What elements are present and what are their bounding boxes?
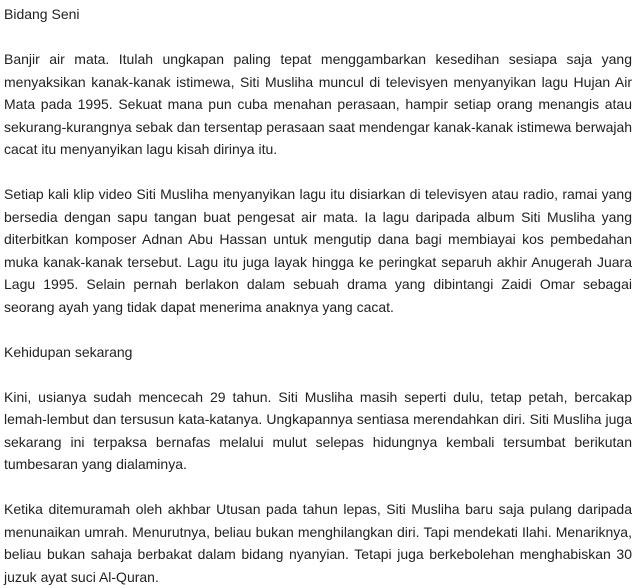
paragraph-line: Lagu 1995. Selain pernah berlakon dalam sebuah drama yang dibintangi Zaidi Omar sebagai xyxy=(4,273,632,296)
paragraph-1 xyxy=(4,48,632,161)
section-heading-kehidupan-sekarang: Kehidupan sekarang xyxy=(4,341,632,364)
paragraph-line: bersedia dengan sapu tangan buat pengesat air mata. Ia lagu daripada album Siti Musliha yang xyxy=(4,206,632,229)
paragraph-line: Setiap kali klip video Siti Musliha menyanyikan lagu itu disiarkan di televisyen atau radio, ramai yang xyxy=(4,183,632,206)
paragraph-line: menyaksikan kanak-kanak istimewa, Siti Musliha muncul di televisyen menyanyikan lagu Hujan Air xyxy=(4,71,632,94)
paragraph-line: cacat itu menyanyikan lagu kisah dirinya itu. xyxy=(4,138,632,161)
paragraph-line: Ketika ditemuramah oleh akhbar Utusan pada tahun lepas, Siti Musliha baru saja pulang daripada xyxy=(4,498,632,521)
section-heading-bidang-seni: Bidang Seni xyxy=(4,3,632,26)
paragraph-line: Kini, usianya sudah mencecah 29 tahun. Siti Musliha masih seperti dulu, tetap petah, bercakap xyxy=(4,386,632,409)
paragraph-gap xyxy=(4,476,632,499)
paragraph-line: lemah-lembut dan tersusun kata-katanya. Ungkapannya sentiasa merendahkan diri. Siti Musliha juga xyxy=(4,408,632,431)
article xyxy=(4,0,632,588)
paragraph-line: diterbitkan komposer Adnan Abu Hassan untuk mengutip dana bagi membiayai kos pembedahan xyxy=(4,228,632,251)
paragraph-gap xyxy=(4,363,632,386)
paragraph-line: beliau bukan sahaja berbakat dalam bidang nyanyian. Tetapi juga berkebolehan menghabiskan 30 xyxy=(4,543,632,566)
paragraph-line: sekurang-kurangnya sebak dan tersentap perasaan saat mendengar kanak-kanak istimewa berwajah xyxy=(4,116,632,139)
paragraph-line: juzuk ayat suci Al-Quran. xyxy=(4,566,632,588)
paragraph-gap xyxy=(4,318,632,341)
paragraph-4 xyxy=(4,498,632,588)
paragraph-line: Banjir air mata. Itulah ungkapan paling tepat menggambarkan kesedihan sesiapa saja yang xyxy=(4,48,632,71)
paragraph-line: menunaikan umrah. Menurutnya, beliau bukan menghilangkan diri. Tapi mendekati Ilahi. Menariknya, xyxy=(4,521,632,544)
paragraph-line: sekarang ini terpaksa bernafas melalui mulut selepas hidungnya kembali tersumbat berikutan xyxy=(4,431,632,454)
paragraph-line: tumbesaran yang dialaminya. xyxy=(4,453,632,476)
paragraph-gap xyxy=(4,161,632,184)
paragraph-line: muka kanak-kanak tersebut. Lagu itu juga layak hingga ke peringkat separuh akhir Anugerah Juara xyxy=(4,251,632,274)
paragraph-2 xyxy=(4,183,632,318)
paragraph-line: seorang ayah yang tidak dapat menerima anaknya yang cacat. xyxy=(4,296,632,319)
paragraph-3 xyxy=(4,386,632,476)
paragraph-gap xyxy=(4,26,632,49)
paragraph-line: Mata pada 1995. Sekuat mana pun cuba menahan perasaan, hampir setiap orang menangis atau xyxy=(4,93,632,116)
